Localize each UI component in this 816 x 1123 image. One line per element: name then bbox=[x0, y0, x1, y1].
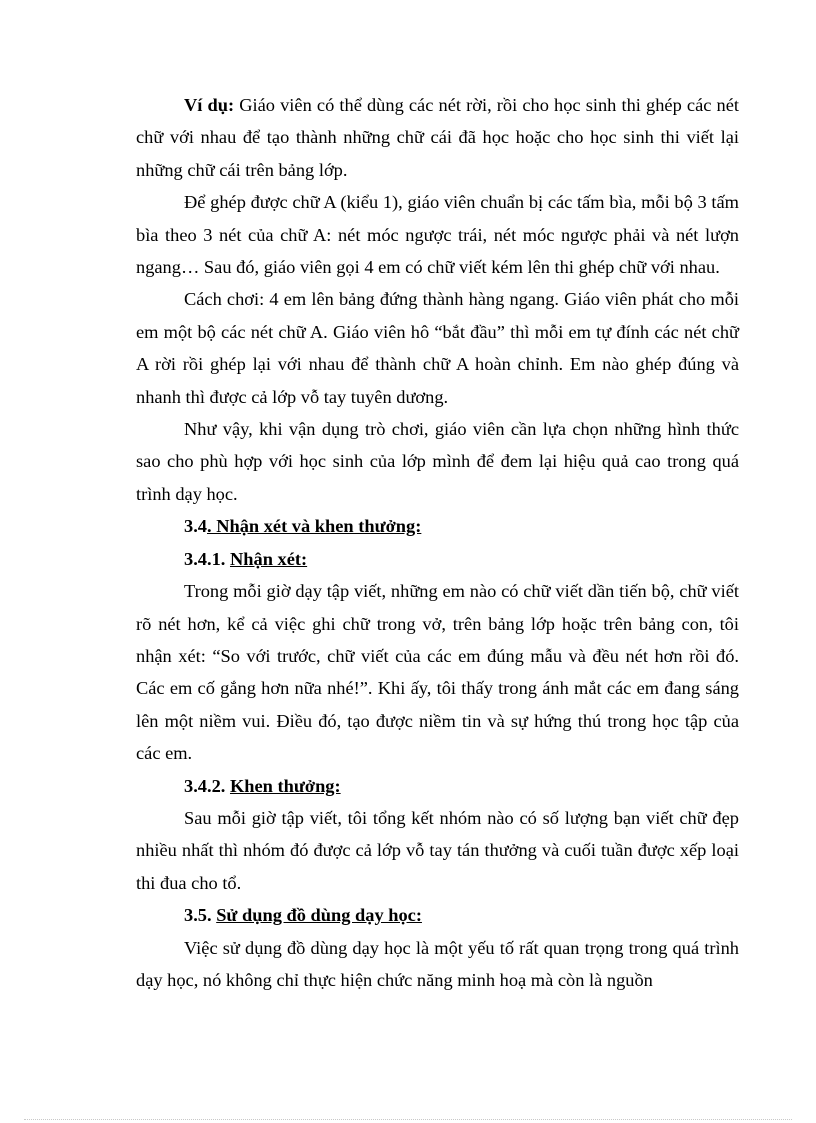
heading-3-5-title: Sử dụng đồ dùng dạy học: bbox=[216, 905, 422, 926]
heading-3-4-2 bbox=[136, 770, 739, 802]
heading-3-5-number: 3.5. bbox=[184, 905, 217, 926]
heading-3-4-title: . Nhận xét và khen thưởng: bbox=[207, 516, 422, 537]
paragraph-preparation: Để ghép được chữ A (kiểu 1), giáo viên chuẩn bị các tấm bìa, mỗi bộ 3 tấm bìa theo 3 nét của chữ A: nét móc ngược trái, nét móc ngược phải và nét lượn ngang… Sau đó, giáo viên gọi 4 em có chữ viết kém lên thi ghép chữ với nhau. bbox=[136, 192, 739, 278]
paragraph-conclusion: Như vậy, khi vận dụng trò chơi, giáo viên cần lựa chọn những hình thức sao cho phù hợp với học sinh của lớp mình để đem lại hiệu quả cao trong quá trình dạy học. bbox=[136, 419, 739, 504]
paragraph-teaching-aids: Việc sử dụng đồ dùng dạy học là một yếu tố rất quan trọng trong quá trình dạy học, nó không chỉ thực hiện chức năng minh hoạ mà còn là nguồn bbox=[136, 937, 739, 990]
paragraph-example bbox=[136, 89, 739, 186]
heading-3-4 bbox=[136, 510, 739, 542]
heading-3-4-number: 3.4 bbox=[184, 516, 207, 537]
paragraph-how-to-play: Cách chơi: 4 em lên bảng đứng thành hàng ngang. Giáo viên phát cho mỗi em một bộ các nét chữ A. Giáo viên hô “bắt đầu” thì mỗi em tự đính các nét chữ A rời rồi ghép lại với nhau để thành chữ A hoàn chỉnh. Em nào ghép đúng và nhanh thì được cả lớp vỗ tay tuyên dương. bbox=[136, 289, 739, 407]
heading-3-5 bbox=[136, 899, 739, 931]
heading-3-4-1-title: Nhận xét: bbox=[229, 548, 308, 569]
heading-3-4-1-number: 3.4.1. bbox=[184, 548, 230, 569]
page-bottom-divider bbox=[24, 1119, 792, 1120]
heading-3-4-2-title: Khen thưởng: bbox=[229, 775, 341, 796]
document-body bbox=[136, 89, 739, 996]
example-label: Ví dụ: bbox=[184, 95, 235, 115]
example-text: Giáo viên có thể dùng các nét rời, rồi cho học sinh thi ghép các nét chữ với nhau để tạo thành những chữ cái đã học hoặc cho học sinh thi viết lại những chữ cái trên bảng lớp. bbox=[136, 95, 739, 180]
heading-3-4-2-number: 3.4.2. bbox=[184, 775, 230, 796]
paragraph-comments: Trong mỗi giờ dạy tập viết, những em nào có chữ viết dần tiến bộ, chữ viết rõ nét hơn, kể cả việc ghi chữ trong vở, trên bảng lớp hoặc trên bảng con, tôi nhận xét: “So với trước, chữ viết của các em đúng mẫu và đều nét hơn rồi đó. Các em cố gắng hơn nữa nhé!”. Khi ấy, tôi thấy trong ánh mắt các em đang sáng lên một niềm vui. Điều đó, tạo được niềm tin và sự hứng thú trong học tập của các em. bbox=[136, 581, 739, 764]
heading-3-4-1 bbox=[136, 543, 739, 575]
paragraph-rewards: Sau mỗi giờ tập viết, tôi tổng kết nhóm nào có số lượng bạn viết chữ đẹp nhiều nhất thì nhóm đó được cả lớp vỗ tay tán thưởng và cuối tuần được xếp loại thi đua cho tổ. bbox=[136, 807, 739, 893]
